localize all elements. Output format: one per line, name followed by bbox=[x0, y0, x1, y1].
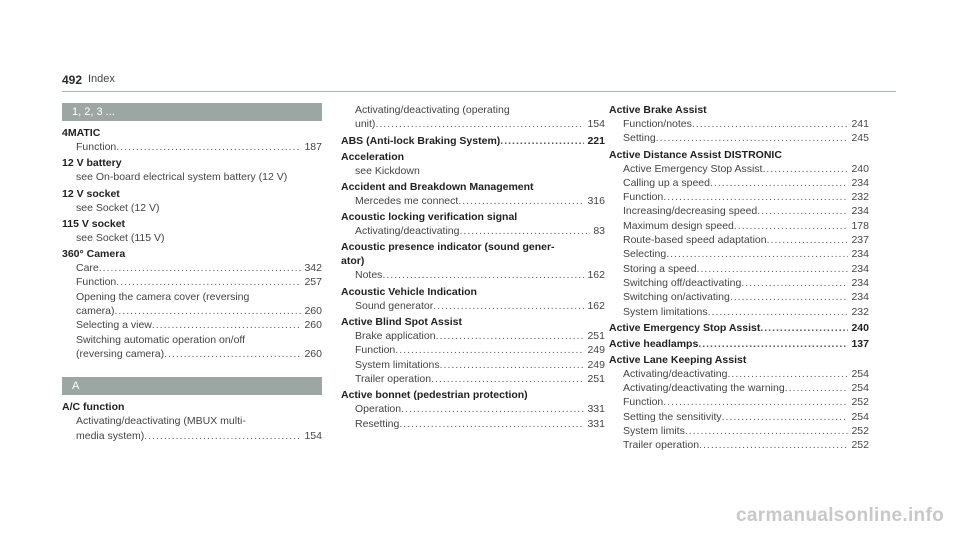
index-subentry[interactable] bbox=[609, 117, 869, 131]
page-number: 492 bbox=[62, 73, 83, 87]
index-subentry[interactable] bbox=[609, 131, 869, 145]
dot-leader bbox=[697, 262, 849, 276]
index-entry bbox=[341, 134, 605, 148]
entry-label: Selecting a view bbox=[76, 319, 152, 332]
index-heading[interactable]: Acoustic presence indicator (sound gener- bbox=[341, 241, 555, 254]
page-ref[interactable]: 178 bbox=[851, 219, 869, 232]
page-ref[interactable]: 162 bbox=[587, 269, 605, 282]
dot-leader bbox=[727, 367, 848, 381]
page-ref[interactable]: 245 bbox=[851, 132, 869, 145]
index-subentry[interactable] bbox=[609, 162, 869, 176]
entry-label: Switching on/activating bbox=[623, 291, 730, 304]
dot-leader bbox=[692, 117, 849, 131]
page-ref[interactable]: 237 bbox=[851, 234, 869, 247]
entry-label: Switching off/deactivating bbox=[623, 276, 742, 289]
dot-leader bbox=[741, 276, 848, 290]
index-subentry[interactable] bbox=[62, 304, 322, 318]
entry-label: Notes bbox=[355, 269, 383, 282]
index-heading[interactable] bbox=[609, 337, 869, 351]
page-ref[interactable]: 252 bbox=[851, 439, 869, 452]
dot-leader bbox=[656, 131, 849, 145]
index-subentry[interactable] bbox=[609, 176, 869, 190]
entry-label: Activating/deactivating bbox=[623, 367, 728, 380]
index-heading[interactable]: 115 V socket bbox=[62, 217, 126, 230]
dot-leader bbox=[459, 224, 590, 238]
index-heading[interactable]: 360° Camera bbox=[62, 248, 126, 261]
dot-leader bbox=[431, 372, 584, 386]
dot-leader bbox=[115, 304, 302, 318]
page-ref[interactable]: 234 bbox=[851, 205, 869, 218]
index-subentry-text: Activating/deactivating (MBUX multi- bbox=[76, 415, 246, 428]
index-subentry[interactable] bbox=[609, 219, 869, 233]
dot-leader bbox=[762, 162, 848, 176]
index-subentry[interactable] bbox=[341, 117, 605, 131]
page-ref[interactable]: 254 bbox=[851, 367, 869, 380]
index-entry bbox=[62, 217, 322, 245]
page-ref[interactable]: 249 bbox=[587, 344, 605, 357]
index-subentry[interactable] bbox=[609, 190, 869, 204]
entry-label: Increasing/decreasing speed bbox=[623, 205, 758, 218]
entry-label: Function bbox=[76, 141, 117, 153]
page-ref[interactable]: 240 bbox=[851, 162, 869, 175]
dot-leader bbox=[144, 429, 301, 443]
index-entry bbox=[62, 126, 322, 154]
entry-label: Care bbox=[76, 262, 99, 275]
dot-leader bbox=[734, 219, 849, 233]
dot-leader bbox=[760, 321, 848, 335]
index-entry bbox=[609, 353, 869, 453]
entry-label: Activating/deactivating bbox=[355, 225, 460, 238]
entry-label: media system) bbox=[76, 429, 145, 442]
page-ref[interactable]: 187 bbox=[304, 141, 322, 153]
index-entry bbox=[341, 315, 605, 386]
dot-leader bbox=[116, 140, 301, 154]
dot-leader bbox=[433, 299, 584, 313]
entry-label: ABS (Anti-lock Braking System) bbox=[341, 134, 501, 147]
dot-leader bbox=[757, 204, 848, 218]
entry-label: Brake application bbox=[355, 330, 436, 343]
index-heading[interactable]: Active Blind Spot Assist bbox=[341, 316, 462, 329]
index-subentry[interactable] bbox=[609, 438, 869, 452]
page-ref[interactable]: 221 bbox=[587, 134, 605, 147]
index-subentry-text: Opening the camera cover (reversing bbox=[76, 290, 250, 303]
page-ref[interactable]: 137 bbox=[851, 337, 869, 350]
page-ref[interactable]: 260 bbox=[304, 347, 322, 360]
index-heading[interactable]: Acoustic Vehicle Indication bbox=[341, 285, 477, 298]
dot-leader bbox=[375, 117, 584, 131]
entry-label: Active Emergency Stop Assist bbox=[609, 321, 761, 334]
page-ref[interactable]: 254 bbox=[851, 382, 869, 395]
index-subentry-text: see Kickdown bbox=[355, 164, 420, 177]
index-entry bbox=[609, 337, 869, 351]
entry-label: Function bbox=[623, 191, 664, 204]
index-subentry-text: Activating/deactivating (operating bbox=[355, 104, 510, 116]
dot-leader bbox=[164, 347, 301, 361]
dot-leader bbox=[395, 343, 584, 357]
page-ref[interactable]: 162 bbox=[587, 299, 605, 312]
index-subentry[interactable] bbox=[609, 290, 869, 304]
index-subentry[interactable] bbox=[609, 262, 869, 276]
index-heading[interactable]: Accident and Breakdown Management bbox=[341, 180, 534, 193]
index-entry bbox=[341, 103, 605, 132]
dot-leader bbox=[730, 290, 849, 304]
page-ref[interactable]: 257 bbox=[304, 276, 322, 289]
dot-leader bbox=[767, 233, 849, 247]
index-entry bbox=[62, 400, 322, 443]
index-heading[interactable]: 12 V socket bbox=[62, 187, 120, 200]
entry-label: Operation bbox=[355, 403, 402, 416]
index-subentry-text: see Socket (115 V) bbox=[76, 231, 165, 244]
page-header bbox=[62, 71, 896, 91]
entry-label: Setting bbox=[623, 132, 656, 145]
dot-leader bbox=[722, 410, 849, 424]
index-subentry[interactable] bbox=[609, 424, 869, 438]
index-subentry[interactable] bbox=[341, 358, 605, 372]
page-ref[interactable]: 234 bbox=[851, 248, 869, 261]
dot-leader bbox=[458, 194, 584, 208]
index-subentry[interactable] bbox=[62, 261, 322, 275]
index-subentry[interactable] bbox=[609, 204, 869, 218]
page-ref[interactable]: 251 bbox=[587, 330, 605, 343]
page-ref[interactable]: 254 bbox=[851, 410, 869, 423]
index-entry bbox=[341, 285, 605, 313]
entry-label: Maximum design speed bbox=[623, 219, 734, 232]
index-entry bbox=[62, 247, 322, 361]
entry-label: Trailer operation bbox=[623, 439, 700, 452]
page-ref[interactable]: 331 bbox=[587, 417, 605, 430]
dot-leader bbox=[436, 329, 585, 343]
index-subentry-text: Switching automatic operation on/off bbox=[76, 333, 246, 346]
entry-label: Function/notes bbox=[623, 118, 692, 130]
entry-label: Setting the sensitivity bbox=[623, 410, 722, 423]
index-heading[interactable]: A/C function bbox=[62, 401, 125, 414]
page-ref[interactable]: 316 bbox=[587, 194, 605, 207]
index-subentry[interactable] bbox=[609, 410, 869, 424]
entry-label: Active headlamps bbox=[609, 337, 699, 350]
page-ref[interactable]: 154 bbox=[304, 429, 322, 442]
index-heading[interactable]: Active Lane Keeping Assist bbox=[609, 353, 747, 366]
index-subentry[interactable] bbox=[62, 429, 322, 443]
entry-label: Activating/deactivating the warning bbox=[623, 382, 785, 395]
index-subentry[interactable] bbox=[341, 299, 605, 313]
dot-leader bbox=[685, 424, 849, 438]
page-ref[interactable]: 252 bbox=[851, 396, 869, 409]
entry-label: camera) bbox=[76, 305, 115, 318]
page-ref[interactable]: 232 bbox=[851, 191, 869, 204]
index-subentry[interactable] bbox=[62, 318, 322, 332]
index-heading-continued: ator) bbox=[341, 255, 365, 268]
dot-leader bbox=[666, 247, 848, 261]
index-entry bbox=[341, 150, 605, 178]
page-title: Index bbox=[88, 73, 115, 85]
page-ref[interactable]: 232 bbox=[851, 305, 869, 318]
index-entry bbox=[609, 148, 869, 319]
index-entry bbox=[341, 388, 605, 431]
watermark: carmanualsonline.info bbox=[736, 505, 944, 526]
index-subentry[interactable] bbox=[341, 417, 605, 431]
dot-leader bbox=[382, 268, 584, 282]
index-subentry[interactable] bbox=[609, 395, 869, 409]
index-subentry[interactable] bbox=[341, 343, 605, 357]
dot-leader bbox=[708, 305, 849, 319]
entry-label: Active Emergency Stop Assist bbox=[623, 162, 763, 175]
index-subentry[interactable] bbox=[341, 268, 605, 282]
entry-label: Selecting bbox=[623, 248, 667, 261]
entry-label: Function bbox=[355, 344, 396, 357]
dot-leader bbox=[99, 261, 302, 275]
dot-leader bbox=[116, 275, 301, 289]
index-subentry-text: see On-board electrical system battery (12 V) bbox=[76, 171, 288, 184]
page-ref[interactable]: 83 bbox=[593, 225, 605, 238]
page-ref[interactable]: 249 bbox=[587, 358, 605, 371]
entry-label: System limits bbox=[623, 425, 685, 438]
entry-label: (reversing camera) bbox=[76, 347, 165, 360]
entry-label: Storing a speed bbox=[623, 262, 697, 275]
page-ref[interactable]: 234 bbox=[851, 291, 869, 304]
index-subentry[interactable] bbox=[609, 233, 869, 247]
index-heading[interactable] bbox=[341, 134, 605, 148]
index-entry bbox=[341, 240, 605, 282]
dot-leader bbox=[401, 402, 584, 416]
dot-leader bbox=[698, 337, 848, 351]
page-ref[interactable]: 252 bbox=[851, 425, 869, 438]
entry-label: Function bbox=[623, 396, 664, 409]
page-ref[interactable]: 331 bbox=[587, 403, 605, 416]
dot-leader bbox=[710, 176, 848, 190]
entry-label: Resetting bbox=[355, 417, 400, 430]
index-heading[interactable]: 4MATIC bbox=[62, 127, 101, 139]
dot-leader bbox=[699, 438, 848, 452]
index-subentry[interactable] bbox=[609, 305, 869, 319]
entry-label: unit) bbox=[355, 118, 376, 131]
index-subentry[interactable] bbox=[62, 275, 322, 289]
entry-label: Mercedes me connect bbox=[355, 194, 459, 207]
index-subentry[interactable] bbox=[609, 247, 869, 261]
index-subentry[interactable] bbox=[62, 347, 322, 361]
page-ref[interactable]: 234 bbox=[851, 276, 869, 289]
entry-label: Route-based speed adaptation bbox=[623, 234, 767, 247]
index-column-2 bbox=[341, 103, 605, 433]
index-subentry-text: see Socket (12 V) bbox=[76, 201, 160, 214]
entry-label: Trailer operation bbox=[355, 372, 432, 385]
page-ref[interactable]: 241 bbox=[851, 118, 869, 130]
dot-leader bbox=[500, 134, 584, 148]
index-subentry[interactable] bbox=[341, 224, 605, 238]
index-subentry[interactable] bbox=[609, 276, 869, 290]
entry-label: System limitations bbox=[355, 358, 440, 371]
index-entry bbox=[62, 187, 322, 215]
page-ref[interactable]: 260 bbox=[304, 319, 322, 332]
page-ref[interactable]: 260 bbox=[304, 305, 322, 318]
index-subentry[interactable] bbox=[341, 402, 605, 416]
index-entry bbox=[341, 180, 605, 208]
page-ref[interactable]: 240 bbox=[851, 321, 869, 334]
index-subentry[interactable] bbox=[609, 367, 869, 381]
index-entry bbox=[609, 321, 869, 335]
dot-leader bbox=[440, 358, 585, 372]
index-heading[interactable]: Acoustic locking verification signal bbox=[341, 211, 518, 224]
index-subentry[interactable] bbox=[62, 140, 322, 154]
dot-leader bbox=[663, 395, 848, 409]
index-heading[interactable]: Active bonnet (pedestrian protection) bbox=[341, 389, 528, 402]
page-ref[interactable]: 342 bbox=[304, 262, 322, 275]
entry-label: Calling up a speed bbox=[623, 176, 710, 189]
index-subentry[interactable] bbox=[341, 372, 605, 386]
index-subentry[interactable] bbox=[341, 194, 605, 208]
index-column-1 bbox=[62, 103, 322, 445]
entry-label: System limitations bbox=[623, 305, 708, 318]
index-heading[interactable] bbox=[609, 321, 869, 335]
index-subentry[interactable] bbox=[341, 329, 605, 343]
index-entry bbox=[341, 210, 605, 238]
index-entry bbox=[62, 156, 322, 184]
index-heading[interactable]: Acceleration bbox=[341, 150, 405, 163]
index-column-3 bbox=[609, 103, 869, 455]
index-heading[interactable]: 12 V battery bbox=[62, 157, 122, 170]
dot-leader bbox=[152, 318, 302, 332]
header-rule bbox=[62, 91, 896, 92]
dot-leader bbox=[663, 190, 848, 204]
entry-label: Function bbox=[76, 276, 117, 289]
page-ref[interactable]: 251 bbox=[587, 372, 605, 385]
section-letter-band: 1, 2, 3 ... bbox=[62, 103, 322, 121]
index-entry bbox=[609, 103, 869, 146]
dot-leader bbox=[399, 417, 584, 431]
section-letter-band: A bbox=[62, 377, 322, 395]
index-heading[interactable]: Active Distance Assist DISTRONIC bbox=[609, 148, 782, 161]
page-ref[interactable]: 154 bbox=[587, 118, 605, 131]
page-ref[interactable]: 234 bbox=[851, 262, 869, 275]
page-ref[interactable]: 234 bbox=[851, 176, 869, 189]
index-subentry[interactable] bbox=[609, 381, 869, 395]
entry-label: Sound generator bbox=[355, 299, 434, 312]
index-heading[interactable]: Active Brake Assist bbox=[609, 104, 707, 116]
dot-leader bbox=[785, 381, 849, 395]
